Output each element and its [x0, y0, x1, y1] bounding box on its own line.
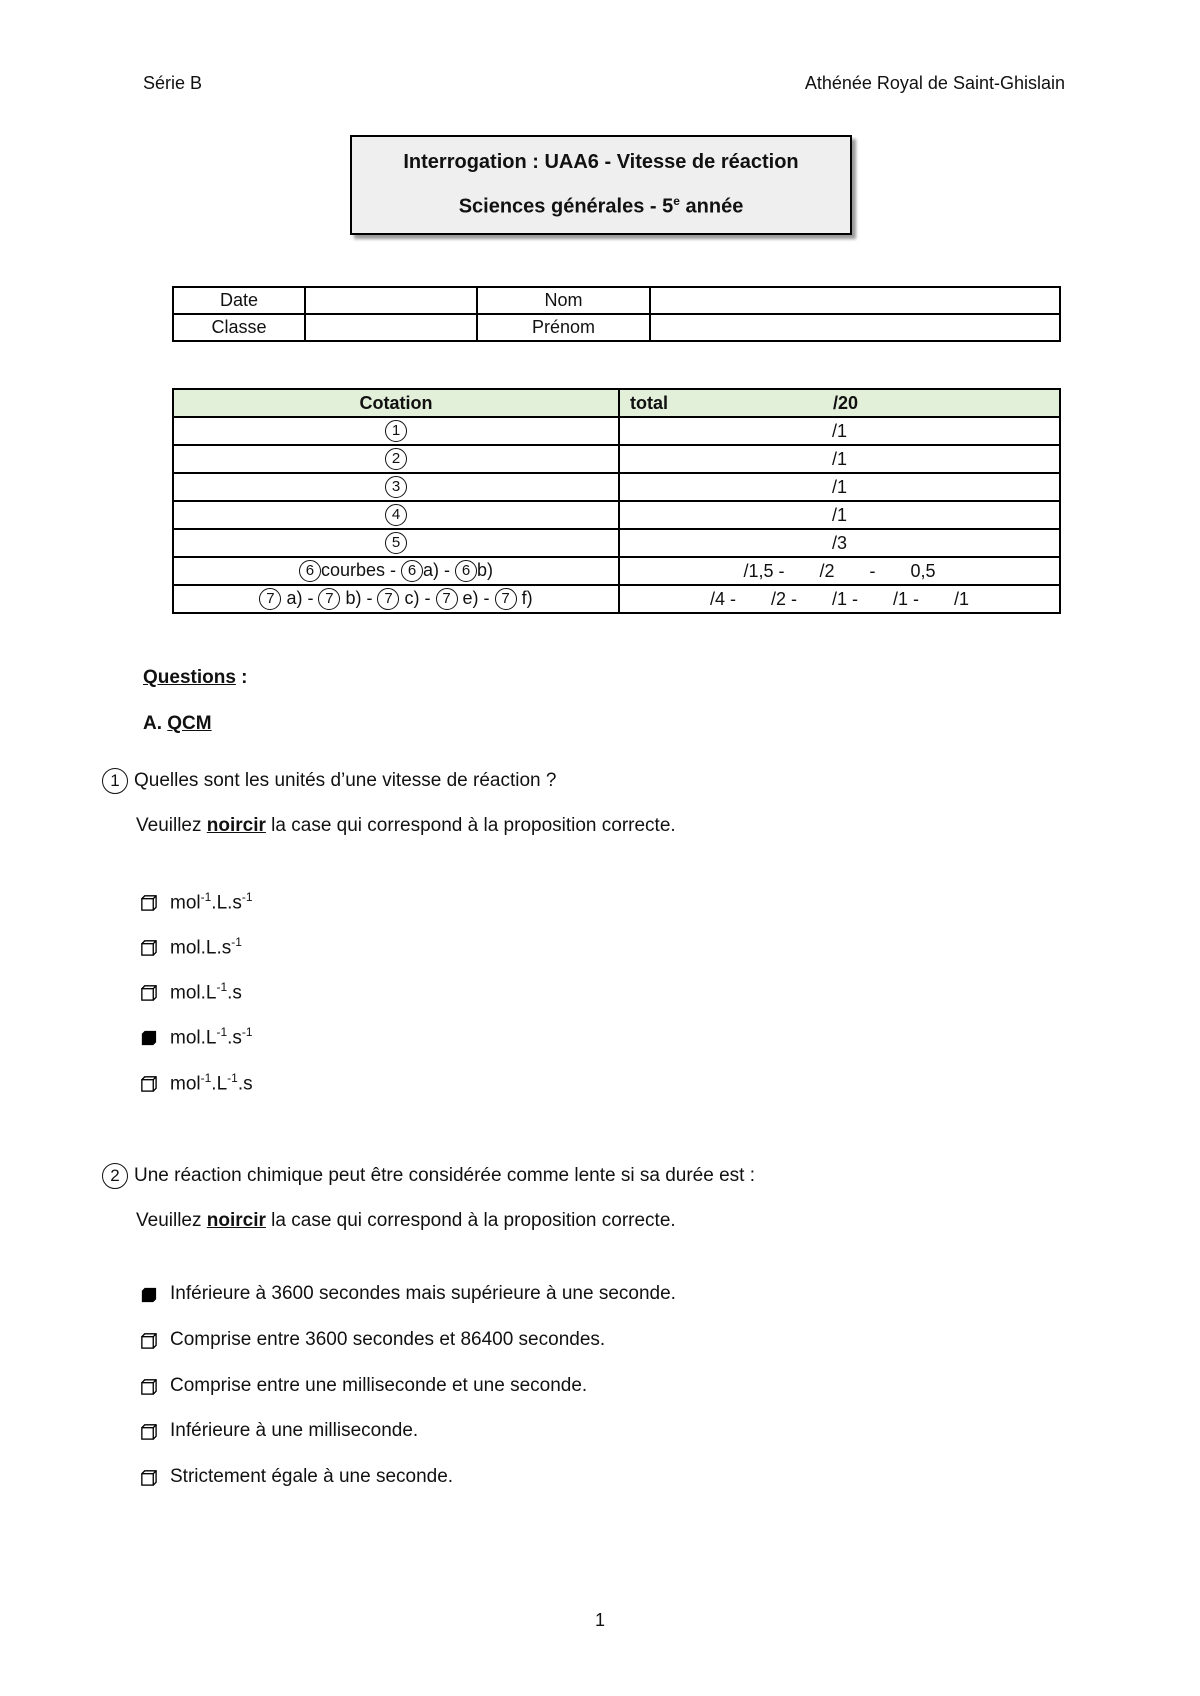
option-label: $mol.L^{-1}.s$: [170, 980, 242, 1004]
score-cell: /1: [619, 473, 1060, 501]
checkbox-icon[interactable]: [139, 983, 158, 1002]
option-item[interactable]: [139, 1071, 253, 1095]
table-row: [173, 473, 1060, 501]
checkbox-icon[interactable]: [139, 1468, 158, 1487]
cotation-table: [172, 388, 1061, 614]
question-6-parts: 6 courbes - 6 a) - 6 b): [173, 557, 619, 585]
option-label: Inférieure à une milliseconde.: [170, 1420, 419, 1441]
option-label: Comprise entre une milliseconde et une seconde.: [170, 1375, 588, 1396]
title-box: [350, 135, 852, 235]
option-item[interactable]: [139, 935, 242, 959]
question-number-circle: 7: [377, 588, 399, 610]
option-label: $mol^{-1}.L^{-1}.s$: [170, 1071, 253, 1095]
question-number-circle: 2: [385, 448, 407, 470]
question-number-circle: 7: [495, 588, 517, 610]
question-number-circle: 1: [385, 420, 407, 442]
header-series: Série B: [143, 73, 203, 93]
title-line2: Sciences générales - 5e année: [458, 194, 744, 218]
question-2-instruction: Veuillez noircir la case qui correspond à la proposition correcte.: [136, 1210, 676, 1231]
option-item[interactable]: [139, 1025, 253, 1049]
score-cell: /1,5 - /2 - 0,5: [619, 557, 1060, 585]
score-cell: /1: [619, 417, 1060, 445]
question-number-circle: 7: [318, 588, 340, 610]
question-2: [102, 1163, 755, 1189]
page-number: 1: [594, 1610, 605, 1630]
question-number-circle: 7: [436, 588, 458, 610]
checked-box-icon[interactable]: [139, 1028, 158, 1047]
checked-box-icon[interactable]: [139, 1285, 158, 1304]
option-label: $mol^{-1}.L.s^{-1}$: [170, 890, 253, 914]
question-number-circle: 7: [259, 588, 281, 610]
table-row: [173, 417, 1060, 445]
option-item[interactable]: [139, 1283, 676, 1305]
checkbox-icon[interactable]: [139, 938, 158, 957]
table-row: [173, 445, 1060, 473]
option-item[interactable]: [139, 1420, 418, 1442]
title-line1: Interrogation : UAA6 - Vitesse de réaction: [403, 151, 799, 174]
score-cell: /1: [619, 501, 1060, 529]
section-a-heading: A. QCM: [143, 713, 212, 734]
table-row: [173, 557, 1060, 585]
question-number-circle: 6: [299, 560, 321, 582]
question-1-instruction: Veuillez noircir la case qui correspond à la proposition correcte.: [136, 815, 676, 836]
option-item[interactable]: [139, 1466, 453, 1488]
checkbox-icon[interactable]: [139, 1074, 158, 1093]
prenom-field[interactable]: [650, 314, 1060, 341]
option-label: Inférieure à 3600 secondes mais supérieure à une seconde.: [170, 1283, 676, 1304]
total-label: total: [630, 392, 668, 413]
option-item[interactable]: [139, 890, 253, 914]
option-item[interactable]: [139, 1329, 605, 1351]
checkbox-icon[interactable]: [139, 1331, 158, 1350]
checkbox-icon[interactable]: [139, 893, 158, 912]
classe-field[interactable]: [305, 314, 477, 341]
question-1: [102, 768, 556, 794]
prenom-label: Prénom: [477, 314, 650, 341]
question-7-parts: 7 a) - 7 b) - 7 c) - 7 e) - 7 f): [173, 585, 619, 613]
question-number-circle: 6: [401, 560, 423, 582]
student-info-table: [172, 286, 1061, 342]
nom-field[interactable]: [650, 287, 1060, 314]
checkbox-icon[interactable]: [139, 1422, 158, 1441]
option-label: $mol.L.s^{-1}$: [170, 935, 242, 959]
question-number-circle: 1: [102, 768, 128, 794]
date-label: Date: [173, 287, 305, 314]
question-number-circle: 5: [385, 532, 407, 554]
cotation-header: Cotation: [173, 389, 619, 417]
checkbox-icon[interactable]: [139, 1377, 158, 1396]
total-value: /20: [833, 392, 859, 413]
question-1-text: Quelles sont les unités d’une vitesse de réaction ?: [134, 770, 557, 791]
question-number-circle: 3: [385, 476, 407, 498]
score-cell: /3: [619, 529, 1060, 557]
date-field[interactable]: [305, 287, 477, 314]
classe-label: Classe: [173, 314, 305, 341]
question-number-circle: 6: [455, 560, 477, 582]
table-row: [173, 529, 1060, 557]
option-item[interactable]: [139, 1375, 587, 1397]
score-cell: /1: [619, 445, 1060, 473]
score-cell: /4 - /2 - /1 - /1 - /1: [619, 585, 1060, 613]
question-2-text: Une réaction chimique peut être considérée comme lente si sa durée est :: [134, 1165, 755, 1186]
option-item[interactable]: [139, 980, 242, 1004]
nom-label: Nom: [477, 287, 650, 314]
question-number-circle: 4: [385, 504, 407, 526]
header-school: Athénée Royal de Saint-Ghislain: [804, 73, 1065, 93]
questions-heading: Questions :: [143, 667, 248, 688]
total-header: [619, 389, 1060, 417]
table-row: [173, 501, 1060, 529]
table-row: [173, 585, 1060, 613]
option-label: Comprise entre 3600 secondes et 86400 secondes.: [170, 1329, 606, 1350]
option-label: Strictement égale à une seconde.: [170, 1466, 454, 1487]
option-label: $mol.L^{-1}.s^{-1}$: [170, 1025, 253, 1049]
question-number-circle: 2: [102, 1163, 128, 1189]
